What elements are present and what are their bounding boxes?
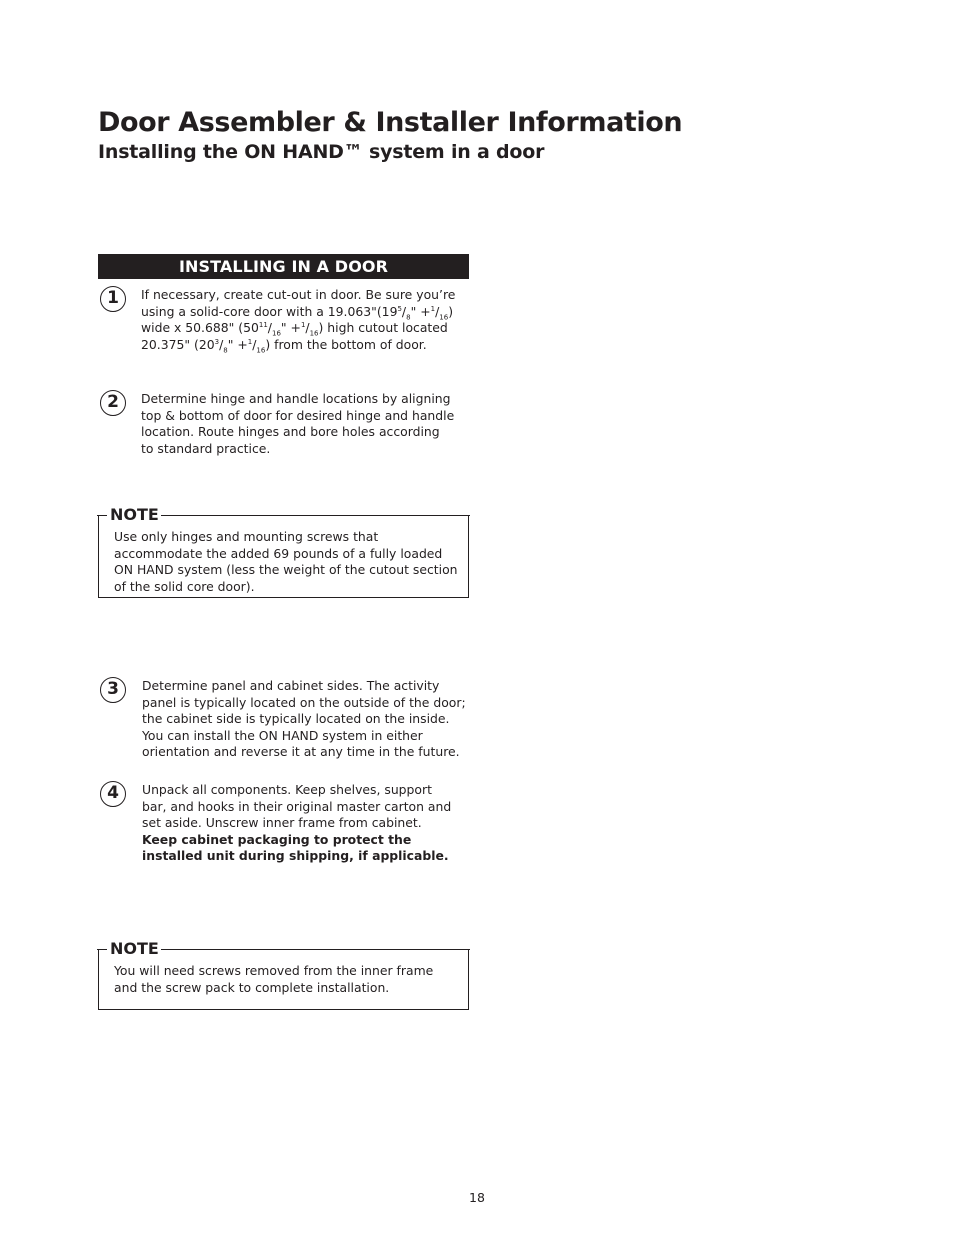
fraction-numerator: 11 — [258, 320, 268, 329]
section-heading-bar: INSTALLING IN A DOOR — [98, 254, 469, 279]
step-4-paragraph: Unpack all components. Keep shelves, support bar, and hooks in their original master carton and set aside. Unscrew inner frame from cabinet. — [142, 782, 452, 830]
fraction-denominator: 16 — [256, 345, 266, 354]
fraction-denominator: 16 — [439, 312, 449, 321]
step-1-line-4: 20.375" ($20^3/_8$" $+^1/_{16}$) from the bottom of door. — [141, 336, 427, 354]
fraction-numerator: 1 — [300, 320, 306, 329]
step-number-2-badge: 2 — [100, 390, 126, 416]
step-1-line-3-prefix: wide x 50.688" (50 — [141, 320, 259, 335]
step-1-line-2: using a solid-core door with a $19.063"(19^5/_8$" $+^1/_{16}$) — [141, 303, 454, 321]
step-1-line-3-mid: " + — [280, 320, 301, 335]
fraction-denominator: 16 — [271, 329, 281, 338]
step-1-line-2-mid: " + — [410, 303, 431, 319]
page-number: 18 — [469, 1190, 485, 1205]
step-2-text — [141, 391, 456, 457]
fraction-numerator: 3 — [214, 337, 220, 346]
step-1-line-2-suffix: ) — [448, 303, 454, 319]
step-1-line-4-mid: " + — [227, 336, 248, 352]
step-1-line-4-suffix: ) from the bottom of door. — [265, 336, 427, 352]
step-3-text — [142, 678, 468, 761]
note-text: You will need screws removed from the inner frame and the screw pack to complete installation. — [114, 963, 434, 995]
note-text: Use only hinges and mounting screws that accommodate the added 69 pounds of a fully loaded ON HAND system (less the weight of the cutout section of the solid core door). — [114, 529, 458, 594]
fraction-denominator: 8 — [223, 345, 228, 354]
note-box-screws — [98, 939, 469, 1010]
step-1-line-1: If necessary, create cut-out in door. Be sure you’re — [141, 287, 456, 302]
fraction-denominator: 16 — [309, 329, 319, 338]
step-1-line-3-suffix: ) high cutout located — [318, 320, 448, 335]
note-label: NOTE — [110, 505, 159, 524]
fraction-numerator: 1 — [247, 337, 253, 346]
fraction-numerator: 5 — [397, 304, 402, 313]
step-4-text — [142, 782, 458, 865]
note-label: NOTE — [110, 939, 159, 958]
step-3-paragraph: Determine panel and cabinet sides. The activity panel is typically located on the outside of the door; the cabinet side is typically located on the inside. You can install the ON HAND system in either orientation and reverse it at any time in the future. — [142, 678, 466, 759]
page-title: Door Assembler & Installer Information — [98, 107, 683, 138]
step-1-line-4-prefix: 20.375" (20 — [141, 336, 215, 352]
fraction-denominator: 8 — [406, 312, 411, 321]
fraction-numerator: 1 — [430, 304, 436, 313]
page-subtitle: Installing the ON HAND™ system in a door — [98, 141, 545, 163]
step-1-text — [141, 287, 469, 353]
step-4-bold-warning: Keep cabinet packaging to protect the installed unit during shipping, if applicable. — [142, 831, 449, 863]
step-1-line-3: wide x 50.688" ($50^{11}/_{16}$" $+^1/_{16}$) high cutout located — [141, 320, 448, 338]
step-1-line-2-prefix: using a solid-core door with a 19.063"(19 — [141, 303, 398, 319]
note-box-hinges — [98, 505, 469, 598]
step-number-3-badge: 3 — [100, 677, 126, 703]
step-number-1-badge: 1 — [100, 286, 126, 312]
step-number-4-badge: 4 — [100, 781, 126, 807]
step-2-paragraph: Determine hinge and handle locations by aligning top & bottom of door for desired hinge and handle location. Route hinges and bore holes according to standard practice. — [141, 391, 455, 456]
